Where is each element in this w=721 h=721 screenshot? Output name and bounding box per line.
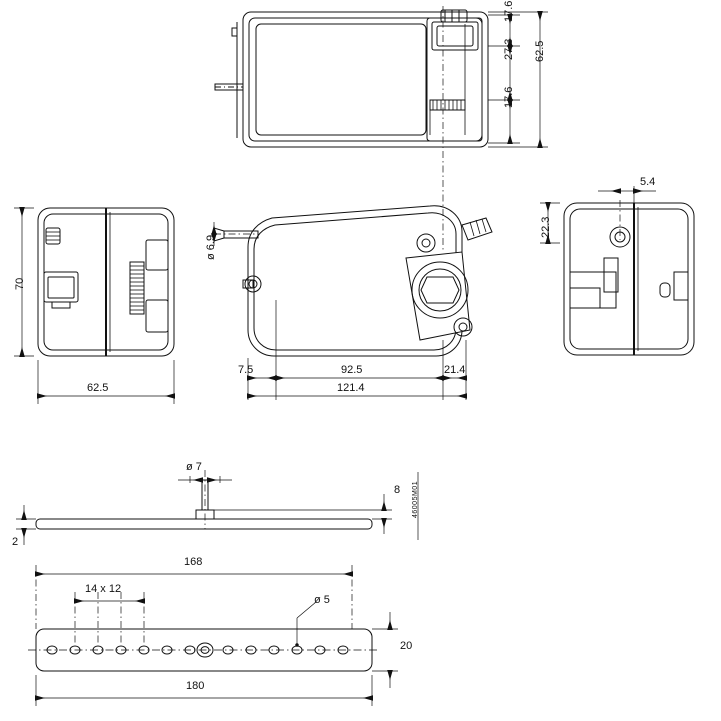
dim-2: 2: [12, 536, 19, 548]
dim-121-4: 121.4: [337, 382, 365, 394]
dim-70: 70: [14, 277, 26, 290]
dim-diameter-6-9: ø 6.9: [205, 234, 217, 260]
dim-diameter-5: ø 5: [314, 594, 330, 606]
bracket-plan-view-geometry: [28, 629, 380, 671]
dim-62-5: 62.5: [87, 382, 109, 394]
dim-92-5: 92.5: [341, 364, 363, 376]
dim-20: 20: [400, 640, 413, 652]
dim-27-3: 27.3: [503, 38, 515, 60]
dim-168: 168: [184, 556, 203, 568]
top-view-geometry: [215, 10, 488, 147]
dim-22-3: 22.3: [540, 216, 552, 238]
right-side-view-geometry: [564, 203, 694, 355]
bracket-side-view-geometry: [36, 470, 372, 529]
dim-17-6-lower: 17.6: [503, 86, 515, 108]
front-view-geometry: [214, 206, 492, 356]
drawing-code: 46005M01: [412, 480, 419, 518]
left-side-view-geometry: [38, 208, 174, 356]
top-view-dimensions: [488, 12, 548, 147]
dim-8: 8: [394, 484, 401, 496]
dim-21-4: 21.4: [444, 364, 466, 376]
right-view-dimensions: [540, 186, 656, 243]
dim-62-5-overall: 62.5: [534, 40, 546, 62]
dim-17-6-upper: 17.6: [503, 0, 515, 22]
dim-14x12: 14 x 12: [85, 583, 122, 595]
dim-180: 180: [186, 680, 205, 692]
dim-5-4: 5.4: [640, 176, 656, 188]
dim-diameter-7: ø 7: [186, 461, 202, 473]
dim-7-5: 7.5: [238, 364, 254, 376]
